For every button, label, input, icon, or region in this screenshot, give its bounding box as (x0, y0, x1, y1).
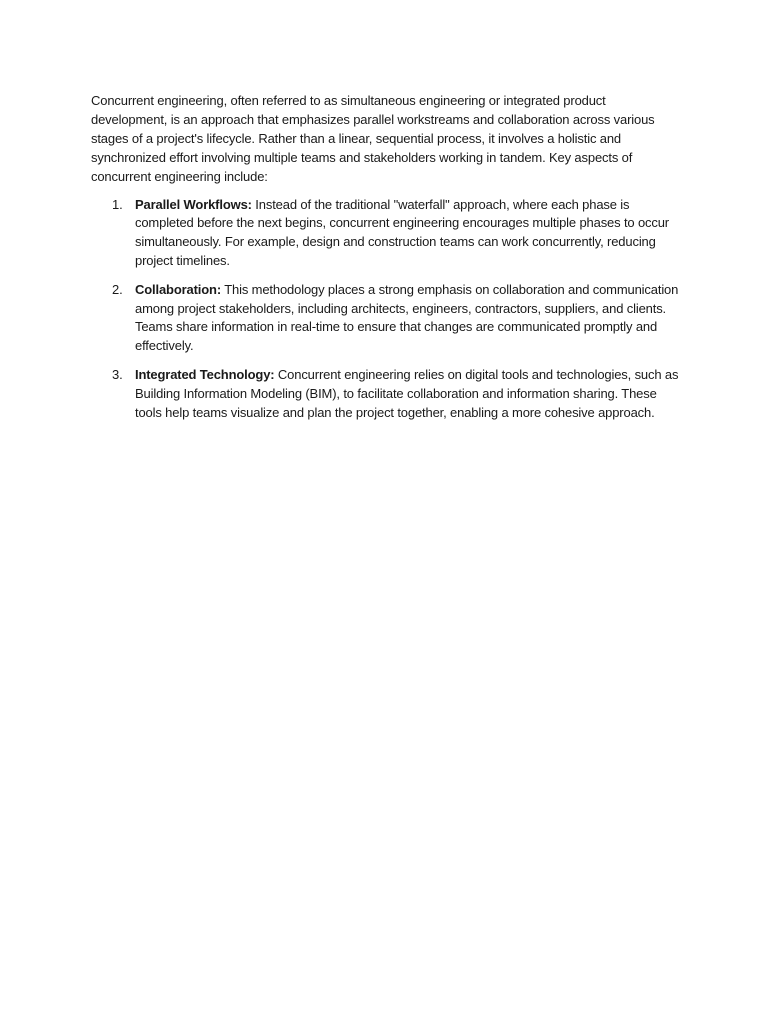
list-item-text: This methodology places a strong emphasis on collaboration and communication among project stakeholders, including architects, engineers, contractors, suppliers, and clients. Teams share information in real-time to ensure that changes are communicated promptly and effectively. (135, 281, 679, 354)
list-item-term: Parallel Workflows: (135, 196, 252, 212)
list-item-text: Instead of the traditional "waterfall" approach, where each phase is completed before the next begins, concurrent engineering encourages multiple phases to occur simultaneously. For example, design and construction teams can work concurrently, reducing project timelines. (135, 196, 669, 269)
document-page (91, 92, 679, 432)
aspects-list (91, 196, 679, 423)
list-item-term: Integrated Technology: (135, 366, 275, 382)
list-item-number: 1. (112, 196, 123, 212)
list-item-term: Collaboration: (135, 281, 222, 297)
list-item-number: 2. (112, 281, 123, 297)
list-item (91, 366, 679, 423)
list-item-text: Concurrent engineering relies on digital tools and technologies, such as Building Information Modeling (BIM), to facilitate collaboration and information sharing. These tools help teams visualize and plan the project together, enabling a more cohesive approach. (135, 366, 679, 420)
list-item-number: 3. (112, 366, 123, 382)
list-item (91, 196, 679, 272)
intro-paragraph: Concurrent engineering, often referred to as simultaneous engineering or integrated product development, is an approach that emphasizes parallel workstreams and collaboration across various stages of a project's lifecycle. Rather than a linear, sequential process, it involves a holistic and synchronized effort involving multiple teams and stakeholders working in tandem. Key aspects of concurrent engineering include: (91, 93, 655, 184)
list-item (91, 281, 679, 357)
